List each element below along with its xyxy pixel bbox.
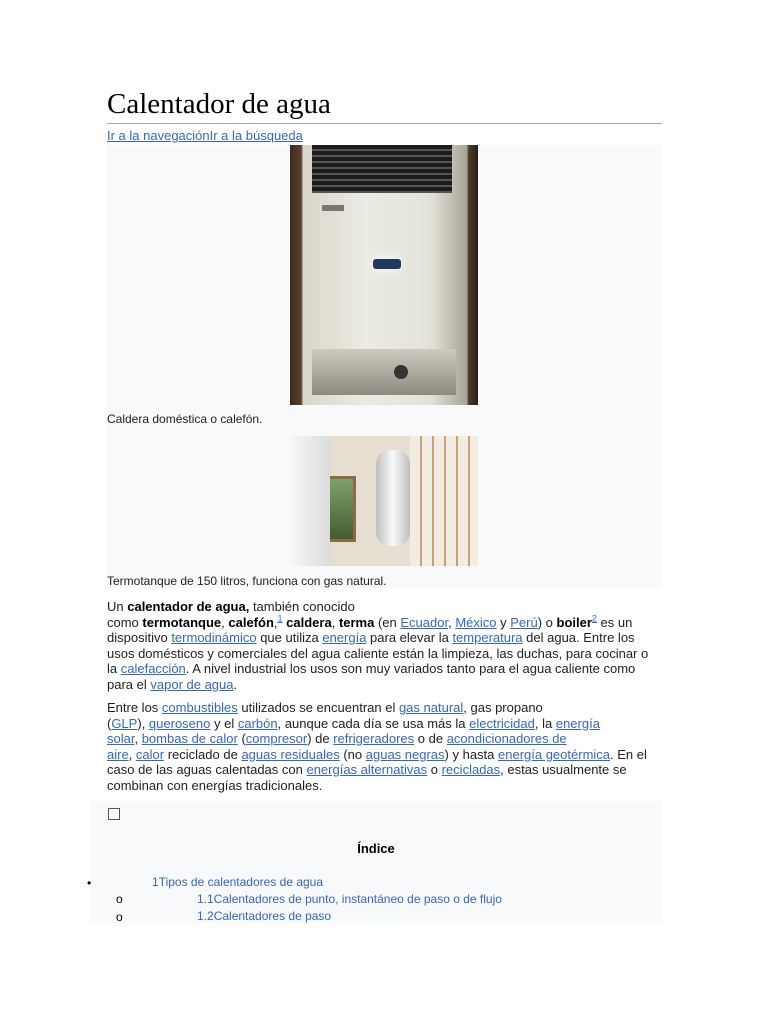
energia-geotermica-link[interactable]: energía geotérmica: [498, 746, 611, 762]
water-tank: [376, 450, 410, 546]
ref-1-link[interactable]: 1: [277, 613, 283, 624]
vapor-de-agua-link[interactable]: vapor de agua: [150, 676, 234, 692]
energias-alternativas-link[interactable]: energías alternativas: [306, 762, 428, 777]
combustibles-link[interactable]: combustibles: [161, 700, 238, 715]
termotanque-photo[interactable]: [290, 436, 478, 566]
skip-to-navigation-link[interactable]: Ir a la navegación: [107, 128, 210, 143]
energia-solar-link-part2[interactable]: solar: [107, 731, 135, 746]
calefaccion-link[interactable]: calefacción: [120, 661, 186, 676]
control-panel: [312, 349, 456, 395]
water-heater-photo[interactable]: [290, 145, 478, 405]
toc-item-1-2[interactable]: 1.2Calentadores de paso: [197, 909, 332, 923]
curtain: [290, 436, 330, 566]
control-knob: [394, 365, 408, 379]
peru-link[interactable]: Perú: [510, 614, 538, 630]
intro-paragraph: Un calentador de agua, también conocido como termotanque, calefón,$^1$ caldera, terma (en Ecuador, México y Perú) o boiler$^2$ es un dispositivo termodinámico que utiliza energía para elevar la temperatura del agua. Entre los usos domésticos y comerciales del agua caliente están la limpieza, las duchas, para cocinar o la calefacción. A nivel industrial los usos son muy variados tanto para el agua caliente como para el vapor de agua.: [107, 599, 649, 692]
ecuador-link[interactable]: Ecuador: [400, 614, 449, 630]
fuels-paragraph: Entre los combustibles utilizados se encuentran el gas natural, gas propano (GLP), queroseno y el carbón, aunque cada día se usa más la electricidad, la energía solar, bombas de calor (compresor) de refrigeradores o de acondicionadores de aire, calor reciclado de aguas residuales (no aguas negras) y hasta energía geotérmica. En el caso de las aguas calentadas con energías alternativas o recicladas, estas usualmente se combinan con energías tradicionales.: [107, 700, 647, 793]
list-bullet: o: [116, 892, 123, 906]
carbon-link[interactable]: carbón: [237, 715, 278, 731]
electricidad-link[interactable]: electricidad: [469, 715, 535, 731]
termodinamico-link[interactable]: termodinámico: [171, 630, 257, 645]
bombas-de-calor-link[interactable]: bombas de calor: [141, 731, 238, 746]
glp-link[interactable]: GLP: [111, 715, 138, 731]
recicladas-link[interactable]: recicladas: [441, 762, 501, 777]
refrigeradores-link[interactable]: refrigeradores: [333, 731, 415, 746]
figure-caption-2: Termotanque de 150 litros, funciona con gas natural.: [107, 574, 387, 588]
page-title: Calentador de agua: [107, 88, 331, 120]
energia-link[interactable]: energía: [322, 630, 367, 645]
temperatura-link[interactable]: temperatura: [452, 630, 523, 645]
list-bullet: •: [87, 876, 92, 890]
tiled-wall: [410, 436, 478, 566]
compresor-link[interactable]: compresor: [245, 731, 308, 746]
skip-to-search-link[interactable]: Ir a la búsqueda: [209, 128, 303, 143]
mexico-link[interactable]: México: [455, 614, 497, 630]
energia-solar-link-part1[interactable]: energía: [555, 715, 600, 731]
toc-item-1[interactable]: 1Tipos de calentadores de agua: [152, 875, 324, 889]
title-divider: [107, 123, 662, 124]
aguas-residuales-link[interactable]: aguas residuales: [241, 746, 340, 762]
gas-natural-link[interactable]: gas natural: [398, 700, 464, 715]
brand-plate: [322, 205, 344, 211]
aguas-negras-link[interactable]: aguas negras: [365, 746, 445, 762]
vent-grille: [312, 145, 452, 193]
toc-item-1-1[interactable]: 1.1Calentadores de punto, instantáneo de paso o de flujo: [197, 892, 502, 906]
calor-link[interactable]: calor: [135, 746, 165, 762]
queroseno-link[interactable]: queroseno: [148, 715, 211, 731]
toc-title: Índice: [357, 841, 395, 856]
figure-caption-1: Caldera doméstica o calefón.: [107, 412, 263, 426]
ref-2-link[interactable]: 2: [591, 613, 597, 624]
list-bullet: o: [116, 910, 123, 924]
acondicionadores-link-part2[interactable]: aire: [107, 746, 129, 762]
toc-toggle-checkbox[interactable]: [108, 808, 120, 820]
acondicionadores-link-part1[interactable]: acondicionadores de: [446, 731, 567, 746]
skip-links: [107, 128, 303, 143]
flame-window: [373, 259, 401, 269]
